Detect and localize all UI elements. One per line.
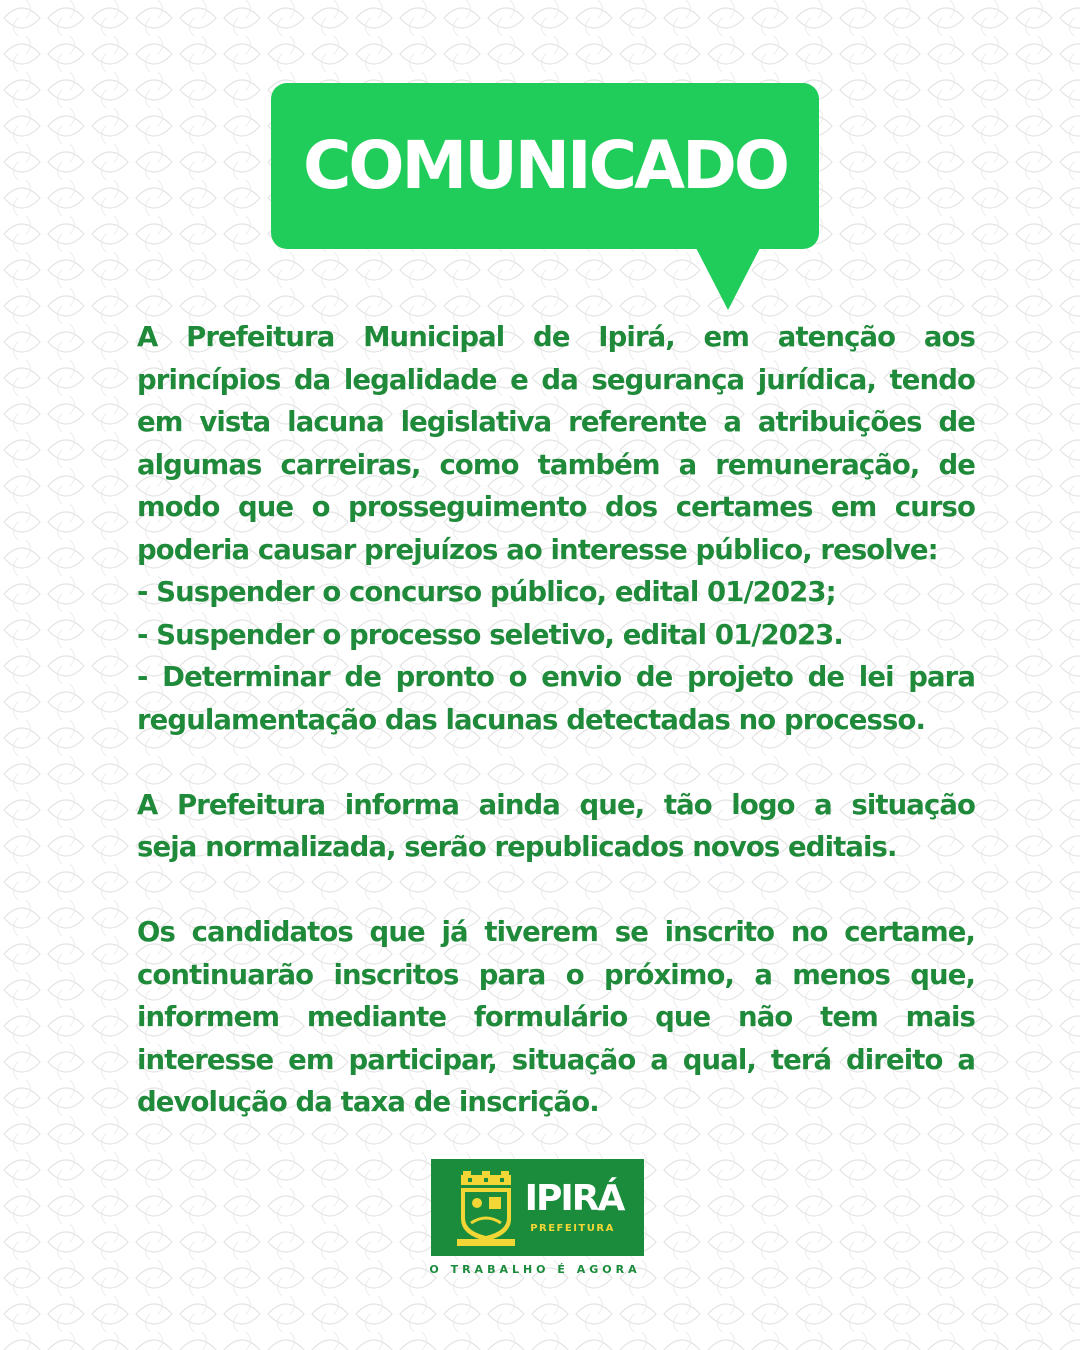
- page-title: COMUNICADO: [302, 127, 787, 204]
- prefeitura-logo: [431, 1159, 644, 1256]
- announcement-body: [137, 316, 975, 1124]
- text-line: algumas carreiras, como também a remuneração, de: [137, 448, 975, 481]
- text-line: A Prefeitura Municipal de Ipirá, em atenção aos: [137, 321, 975, 353]
- text-line: em vista lacuna legislativa referente a atribuições de: [137, 406, 975, 438]
- logo-subtitle: PREFEITURA: [530, 1223, 615, 1234]
- paragraph-resolution: [137, 316, 975, 571]
- paragraph-spacer: [137, 869, 975, 912]
- text-line: princípios da legalidade e da segurança jurídica, tendo: [137, 363, 975, 396]
- text-line: modo que o prosseguimento dos certames em curso: [137, 491, 975, 523]
- text-line: continuarão inscritos para o próximo, a menos que,: [137, 958, 975, 991]
- text-line: Os candidatos que já tiverem se inscrito no certame,: [137, 916, 975, 948]
- resolution-item: - Determinar de pronto o envio de projeto de lei para: [137, 661, 975, 693]
- text-line: seja normalizada, serão republicados novos editais.: [137, 831, 897, 863]
- text-line: A Prefeitura informa ainda que, tão logo a situação: [137, 788, 975, 821]
- resolution-items: [137, 571, 975, 741]
- logo-name: IPIRÁ: [524, 1178, 624, 1219]
- resolution-item: regulamentação das lacunas detectadas no processo.: [137, 703, 926, 736]
- text-line: poderia causar prejuízos ao interesse público, resolve:: [137, 533, 938, 566]
- text-line: interesse em participar, situação a qual, terá direito a: [137, 1043, 975, 1076]
- paragraph-republish: [137, 784, 975, 869]
- text-line: devolução da taxa de inscrição.: [137, 1086, 599, 1118]
- paragraph-spacer: [137, 741, 975, 784]
- logo-slogan: O TRABALHO É AGORA: [429, 1263, 641, 1276]
- resolution-item: - Suspender o processo seletivo, edital 01/2023.: [137, 618, 843, 651]
- resolution-item: - Suspender o concurso público, edital 01/2023;: [137, 576, 836, 608]
- paragraph-candidates: [137, 911, 975, 1124]
- header-bubble-tail: [695, 246, 761, 310]
- text-line: informem mediante formulário que não tem mais: [137, 1001, 975, 1033]
